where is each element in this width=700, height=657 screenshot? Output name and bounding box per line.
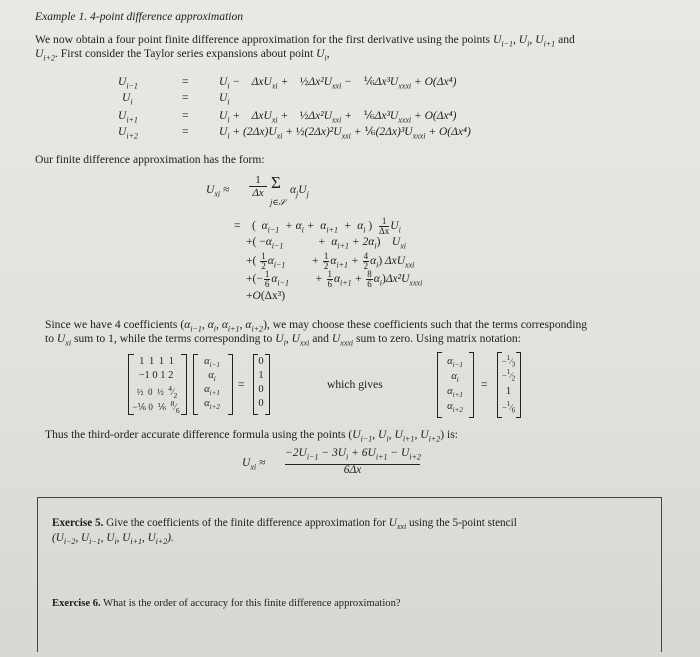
expansion-row-3: +( $\frac{1}{2}$ $\alpha_{i-1}$ + $\frac{1}{2}$ $\alpha_{i+1}$ + $\frac{4}{2}$ $\alpha_i$) ΔxU$_{xxi}$ xyxy=(246,251,415,271)
expansion-row-2: +( $-\alpha_{i-1}$ + $\alpha_{i+1} + 2\alpha_i$) $U_{xi}$ xyxy=(246,236,406,251)
sum-index: j∈𝒮 xyxy=(270,197,286,207)
taylor-lhs-3: $U_{i+1}$ xyxy=(118,110,138,125)
taylor-lhs-4: $U_{i+2}$ xyxy=(118,126,138,141)
matrix-bracket-right xyxy=(181,354,187,415)
taylor-rhs-3: $U_i$ + ΔxU$_{xi}$ + $\frac{1}{2}\Delta x^2U_{xxi}$ + $\frac{1}{6}\Delta x^3U_{xxxi} + O(\Delta x^4)$ xyxy=(219,110,457,125)
example-heading: Example 1. 4-point difference approximation xyxy=(35,10,244,23)
alpha-entry: $\alpha_i$ xyxy=(208,370,216,384)
divider xyxy=(37,497,662,498)
third-order-text: Thus the third-order accurate difference formula using the points ($U_{i-1}$, $U_i$, $U_{i+1}$, $U_{i+2}$) is: xyxy=(45,428,458,444)
matrix-row-1: 1 1 1 1 xyxy=(139,356,175,367)
matrix-row-3: ½ 0 ½ $^4⁄_2$ xyxy=(136,384,178,400)
taylor-rhs-2: $U_i$ xyxy=(219,92,230,107)
divider xyxy=(661,497,662,652)
eq-sign: = xyxy=(182,110,189,122)
taylor-rhs-1: $U_i$ − ΔxU$_{xi}$ + $\frac{1}{2}\Delta x^2U_{xxi}$ − $\frac{1}{6}\Delta x^3U_{xxxi} + O(\Delta x^4)$ xyxy=(219,76,457,91)
coeff-text-1: Since we have 4 coefficients ($\alpha_{i-1}$, $\alpha_i$, $\alpha_{i+1}$, $\alpha_{i+2}$), we may choose these coefficients such that the terms corresponding xyxy=(45,318,588,334)
formula-lhs: $U_{xi}$ ≈ xyxy=(206,184,230,199)
rhs-entry: 0 xyxy=(258,398,264,409)
formula-fraction: 1 Δx xyxy=(249,174,267,199)
rhs-entry: 0 xyxy=(258,384,264,395)
final-numerator: $-2U_{i-1} - 3U_i + 6U_{i+1} - U_{i+2}$ xyxy=(285,446,420,465)
sol-alpha-entry: $\alpha_{i+1}$ xyxy=(447,386,463,400)
coeff-text-2: to $U_{xi}$ sum to 1, while the terms corresponding to $U_i$, $U_{xxi}$ and $U_{xxxi}$ sum to zero. Using matrix notation: xyxy=(45,332,521,348)
rhs-entry: 1 xyxy=(258,370,264,381)
eq-sign: = xyxy=(182,76,189,88)
alpha-bracket-right xyxy=(228,354,233,415)
expansion-row-1: = ( $\alpha_{i-1} + \alpha_i + \alpha_{i+1} + \alpha_i$ ) $\frac{1}{\Delta x}$ $U_i$ xyxy=(234,216,401,236)
sol-alpha-entry: $\alpha_{i+2}$ xyxy=(447,401,463,415)
solution-entry: 1 xyxy=(505,386,512,397)
taylor-rhs-4: $U_i + (2\Delta x)U_{xi}$ + $\frac{1}{2}(2\Delta x)^2U_{xxi}$ + $\frac{1}{6}(2\Delta x)^3U_{xxxi} + O(\Delta x^4)$ xyxy=(219,126,471,141)
exercise-6: Exercise 6. What is the order of accuracy for this finite difference approximation? xyxy=(52,598,401,609)
solution-entry: $-^1⁄_6$ xyxy=(501,400,516,415)
alpha-entry: $\alpha_{i+1}$ xyxy=(204,384,220,398)
eq-sign: = xyxy=(182,126,189,138)
matrix-equals: = xyxy=(238,379,245,391)
intro-line-2: $U_{i+2}$. First consider the Taylor series expansions about point $U_i$, xyxy=(35,47,330,63)
matrix-row-2: −1 0 1 2 xyxy=(138,370,174,381)
solution-entry: $-^1⁄_2$ xyxy=(501,368,516,383)
taylor-lhs-2: $U_i$ xyxy=(122,92,133,107)
solution-equals: = xyxy=(481,379,488,391)
exercise-5-stencil: ($U_{i-2}$, $U_{i-1}$, $U_i$, $U_{i+1}$, $U_{i+2}$). xyxy=(52,532,174,547)
alpha-entry: $\alpha_{i-1}$ xyxy=(204,356,220,370)
which-gives: which gives xyxy=(327,378,383,391)
final-lhs: $U_{xi}$ ≈ xyxy=(242,457,266,472)
alpha-entry: $\alpha_{i+2}$ xyxy=(204,398,220,412)
form-text: Our finite difference approximation has the form: xyxy=(35,153,265,166)
rhs-entry: 0 xyxy=(258,356,264,367)
divider xyxy=(37,497,38,652)
sum-symbol: Σ xyxy=(271,173,281,192)
expansion-row-5: +O(Δx³) xyxy=(246,290,286,302)
solution-entry: $-^1⁄_3$ xyxy=(501,354,516,369)
formula-term: $\alpha_jU_j$ xyxy=(290,184,309,199)
sol-alpha-entry: $\alpha_i$ xyxy=(451,371,459,385)
final-denominator: 6Δx xyxy=(343,464,362,476)
sol-alpha-entry: $\alpha_{i-1}$ xyxy=(447,356,463,370)
expansion-row-4: +(− $\frac{1}{6}$ $\alpha_{i-1}$ + $\frac{1}{6}$ $\alpha_{i+1}$ + $\frac{8}{6}$ $\alpha_i)\Delta x^2U_{xxxi}$ xyxy=(246,269,423,289)
eq-sign: = xyxy=(182,92,189,104)
matrix-row-4: −⅙ 0 ⅙ $^8⁄_6$ xyxy=(132,399,180,415)
taylor-lhs-1: $U_{i-1}$ xyxy=(118,76,138,91)
exercise-5: Exercise 5. Give the coefficients of the finite difference approximation for $U_{xxi}$ using the 5-point stencil xyxy=(52,517,517,532)
sol-alpha-bracket-right xyxy=(469,352,474,418)
intro-line-1: We now obtain a four point finite difference approximation for the first derivative using the points $U_{i-1}$, $U_i$, $U_{i+1}$ and xyxy=(35,33,575,49)
